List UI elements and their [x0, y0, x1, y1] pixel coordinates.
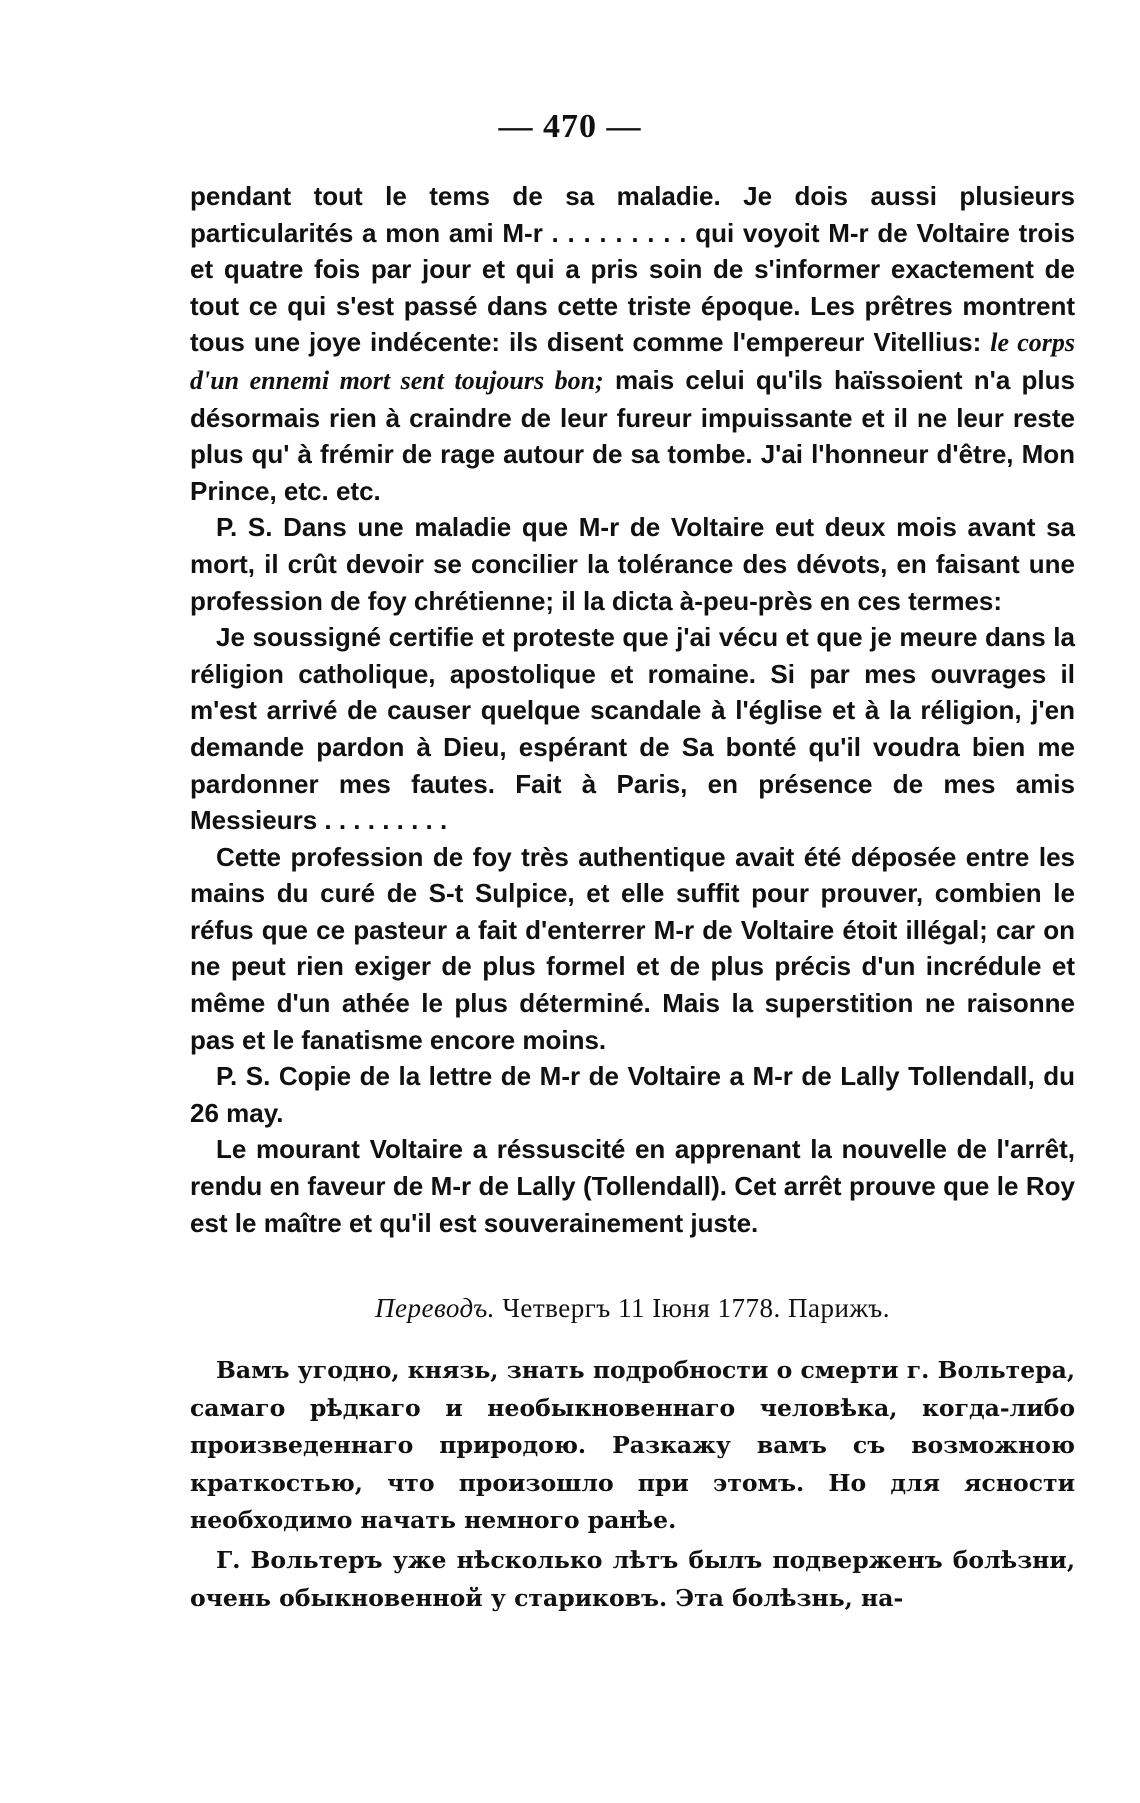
p1-after-dots: qui voyoit M-r de Voltaire trois et quatre fois par jour et qui a pris soin de s'informer exactement de tout ce qui s'est passé dans cette triste époque. Les prêtres montrent tous une joye indécente: ils disent comme l'empereur Vitellius: [190, 217, 1075, 358]
p1-line-start: pendant tout le tems de sa maladie. Je dois aussi plusieurs particularités a mon ami M-r [190, 181, 1075, 248]
french-paragraph-profession [190, 619, 1075, 839]
russian-paragraph-1: Вамъ угодно, князь, знать подробности о смерти г. Вольтера, самаго рѣдкаго и необыкновеннаго человѣка, когда-либо произведеннаго природою. Разкажу вамъ съ возможною краткостью, что произошло при этомъ. Но для ясности необходимо начать немного ранѣе. [190, 1356, 1075, 1535]
french-letter-text [190, 178, 1075, 1241]
translation-date: Четвергъ 11 Іюня 1778. Парижъ. [495, 1293, 890, 1323]
vitellius-quote: le corps d'un ennemi mort sent toujours bon; [190, 328, 1076, 395]
profession-dots: . . . . . . . . . [317, 805, 448, 836]
russian-translation-text [190, 1352, 1075, 1619]
french-paragraph-ps1: P. S. Dans une maladie que M-r de Voltaire eut deux mois avant sa mort, il crût devoir se concilier la tolérance des dévots, en faisant une profession de foy chrétienne; il la dicta à-peu-près en ces termes: [190, 512, 1075, 616]
french-paragraph-commentary: Cette profession de foy très authentique avait été déposée entre les mains du curé de S-t Sulpice, et elle suffit pour prouver, combien le réfus que ce pasteur a fait d'enterrer M-r de Voltaire étoit illégal; car on ne peut rien exiger de plus formel et de plus précis d'un incrédule et même d'un athée le plus déterminé. Mais la superstition ne raisonne pas et le fanatisme encore moins. [190, 841, 1075, 1055]
french-paragraph-1 [190, 178, 1075, 509]
p1-dots: . . . . . . . . . [542, 217, 687, 248]
page-number: — 470 — [498, 108, 642, 145]
french-paragraph-ps2: P. S. Copie de la lettre de M-r de Voltaire a M-r de Lally Tollendall, du 26 may. [190, 1061, 1075, 1128]
translation-label: Переводъ. [375, 1293, 496, 1323]
translation-heading [190, 1293, 1075, 1324]
p1-end: mais celui qu'ils haïssoient n'a plus désormais rien à craindre de leur fureur impuissante et il ne leur reste plus qu' à frémir de rage autour de sa tombe. J'ai l'honneur d'être, Mon Prince, etc. etc. [190, 364, 1075, 506]
profession-text: Je soussigné certifie et proteste que j'ai vécu et que je meure dans la réligion catholique, apostolique et romaine. Si par mes ouvrages il m'est arrivé de causer quelque scandale à l'église et à la réligion, j'en demande pardon à Dieu, espérant de Sa bonté qu'il voudra bien me pardonner mes fautes. Fait à Paris, en présence de mes amis Messieurs [190, 622, 1075, 836]
french-paragraph-lally: Le mourant Voltaire a réssuscité en apprenant la nouvelle de l'arrêt, rendu en faveur de M-r de Lally (Tollendall). Cet arrêt prouve que le Roy est le maître et qu'il est souverainement juste. [190, 1134, 1075, 1238]
russian-paragraph-2: Г. Вольтеръ уже нѣсколько лѣтъ былъ подверженъ болѣзни, очень обыкновенной у стариковъ. Эта болѣзнь, на- [190, 1545, 1075, 1612]
